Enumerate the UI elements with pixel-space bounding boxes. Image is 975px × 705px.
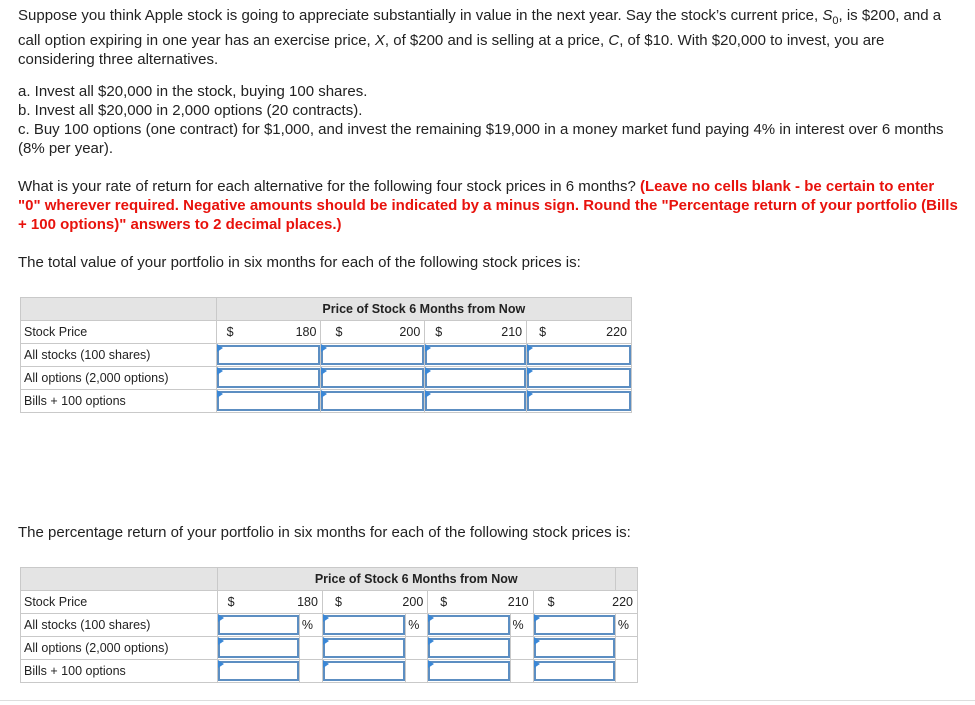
value-all-options-180[interactable] bbox=[217, 368, 321, 388]
value-bills-options-210[interactable] bbox=[425, 391, 526, 411]
pct-all-options-180[interactable] bbox=[218, 638, 299, 658]
pct-bills-options-200[interactable] bbox=[323, 661, 405, 681]
stock-price-label: Stock Price bbox=[21, 591, 218, 614]
stock-price-label: Stock Price bbox=[21, 321, 217, 344]
pct-bills-options-180[interactable] bbox=[218, 661, 299, 681]
input-marker-icon bbox=[321, 344, 327, 352]
value-bills-options-180[interactable] bbox=[217, 391, 321, 411]
input-marker-icon bbox=[527, 344, 533, 352]
input-marker-icon bbox=[321, 367, 327, 375]
pct-return-caption: The percentage return of your portfolio in six months for each of the following stock prices is: bbox=[18, 524, 631, 541]
currency-symbol: $ bbox=[547, 595, 555, 609]
input-marker-icon bbox=[527, 367, 533, 375]
currency-symbol: $ bbox=[334, 595, 342, 609]
currency-symbol: $ bbox=[335, 325, 343, 339]
price-180: 180 bbox=[297, 595, 318, 609]
pct-all-options-210[interactable] bbox=[428, 638, 509, 658]
input-marker-icon bbox=[534, 660, 540, 668]
table-row bbox=[21, 367, 632, 390]
value-all-stocks-220[interactable] bbox=[527, 345, 631, 365]
input-marker-icon bbox=[428, 660, 434, 668]
problem-intro: Suppose you think Apple stock is going to appreciate substantially in value in the next year. Say the stock’s current price, $S_0$, is $200, and a call option expiring in one year has an exercise price, X, of $200 and is selling at a price, C, of $10. With $20,000 to invest, you are considering three alternatives. bbox=[18, 7, 942, 68]
input-marker-icon bbox=[323, 660, 329, 668]
table-row bbox=[21, 660, 638, 683]
input-marker-icon bbox=[217, 344, 223, 352]
table-row bbox=[21, 614, 638, 637]
total-value-caption: The total value of your portfolio in six months for each of the following stock prices is: bbox=[18, 254, 581, 271]
table-row bbox=[21, 344, 632, 367]
input-marker-icon bbox=[428, 637, 434, 645]
input-marker-icon bbox=[527, 390, 533, 398]
pct-bills-options-210[interactable] bbox=[428, 661, 509, 681]
input-marker-icon bbox=[218, 614, 224, 622]
pct-all-stocks-220[interactable] bbox=[534, 615, 615, 635]
percent-sign: % bbox=[510, 614, 533, 637]
currency-symbol: $ bbox=[435, 325, 443, 339]
divider bbox=[0, 700, 975, 701]
question: What is your rate of return for each alternative for the following four stock prices in 6 months? (Leave no cells blank - be certain to enter "0" wherever required. Negative amounts should be indicated by a minus sign. Round the "Percentage return of your portfolio (Bills + 100 options)" answers to 2 decimal places.) bbox=[18, 178, 958, 233]
input-marker-icon bbox=[321, 390, 327, 398]
currency-symbol: $ bbox=[440, 595, 448, 609]
value-all-stocks-210[interactable] bbox=[425, 345, 526, 365]
input-marker-icon bbox=[217, 390, 223, 398]
table-header: Price of Stock 6 Months from Now bbox=[217, 568, 615, 591]
row-label-all-stocks: All stocks (100 shares) bbox=[21, 344, 217, 367]
value-bills-options-220[interactable] bbox=[527, 391, 631, 411]
row-label-all-stocks: All stocks (100 shares) bbox=[21, 614, 218, 637]
value-all-options-220[interactable] bbox=[527, 368, 631, 388]
value-all-options-200[interactable] bbox=[321, 368, 424, 388]
pct-all-stocks-180[interactable] bbox=[218, 615, 299, 635]
table-row bbox=[21, 637, 638, 660]
price-220: 220 bbox=[612, 595, 633, 609]
price-210: 210 bbox=[501, 325, 523, 339]
input-marker-icon bbox=[428, 614, 434, 622]
input-marker-icon bbox=[218, 637, 224, 645]
input-marker-icon bbox=[218, 660, 224, 668]
value-all-stocks-200[interactable] bbox=[321, 345, 424, 365]
pct-all-stocks-200[interactable] bbox=[323, 615, 405, 635]
price-200: 200 bbox=[402, 595, 424, 609]
pct-all-stocks-210[interactable] bbox=[428, 615, 509, 635]
instructions: (Leave no cells blank - be certain to enter "0" wherever required. Negative amounts should be indicated by a minus sign. Round the "Percentage return of your portfolio (Bills + 100 options)" answers to 2 decimal places.) bbox=[18, 178, 958, 233]
row-label-bills-options: Bills + 100 options bbox=[21, 660, 218, 683]
row-label-bills-options: Bills + 100 options bbox=[21, 390, 217, 413]
value-all-options-210[interactable] bbox=[425, 368, 526, 388]
price-180: 180 bbox=[295, 325, 317, 339]
total-value-table bbox=[20, 297, 632, 413]
table-header: Price of Stock 6 Months from Now bbox=[216, 298, 631, 321]
stock-price-row bbox=[21, 591, 638, 614]
percent-sign: % bbox=[615, 614, 637, 637]
pct-all-options-220[interactable] bbox=[534, 638, 615, 658]
input-marker-icon bbox=[425, 390, 431, 398]
alternative-b: b. Invest all $20,000 in 2,000 options (20 contracts). bbox=[18, 102, 363, 119]
alternative-c: c. Buy 100 options (one contract) for $1,000, and invest the remaining $19,000 in a money market fund paying 4% in interest over 6 months (8% per year). bbox=[18, 121, 944, 157]
input-marker-icon bbox=[323, 614, 329, 622]
percent-sign: % bbox=[406, 614, 428, 637]
stock-price-row bbox=[21, 321, 632, 344]
currency-symbol: $ bbox=[539, 325, 547, 339]
pct-bills-options-220[interactable] bbox=[534, 661, 615, 681]
table-row bbox=[21, 390, 632, 413]
input-marker-icon bbox=[534, 637, 540, 645]
price-210: 210 bbox=[507, 595, 529, 609]
input-marker-icon bbox=[534, 614, 540, 622]
price-200: 200 bbox=[399, 325, 421, 339]
input-marker-icon bbox=[217, 367, 223, 375]
percent-sign: % bbox=[299, 614, 322, 637]
value-bills-options-200[interactable] bbox=[321, 391, 424, 411]
pct-all-options-200[interactable] bbox=[323, 638, 405, 658]
input-marker-icon bbox=[425, 367, 431, 375]
price-220: 220 bbox=[606, 325, 627, 339]
alternative-a: a. Invest all $20,000 in the stock, buying 100 shares. bbox=[18, 83, 368, 100]
value-all-stocks-180[interactable] bbox=[217, 345, 321, 365]
currency-symbol: $ bbox=[227, 595, 235, 609]
row-label-all-options: All options (2,000 options) bbox=[21, 367, 217, 390]
input-marker-icon bbox=[323, 637, 329, 645]
pct-return-table bbox=[20, 567, 638, 683]
row-label-all-options: All options (2,000 options) bbox=[21, 637, 218, 660]
currency-symbol: $ bbox=[226, 325, 234, 339]
input-marker-icon bbox=[425, 344, 431, 352]
